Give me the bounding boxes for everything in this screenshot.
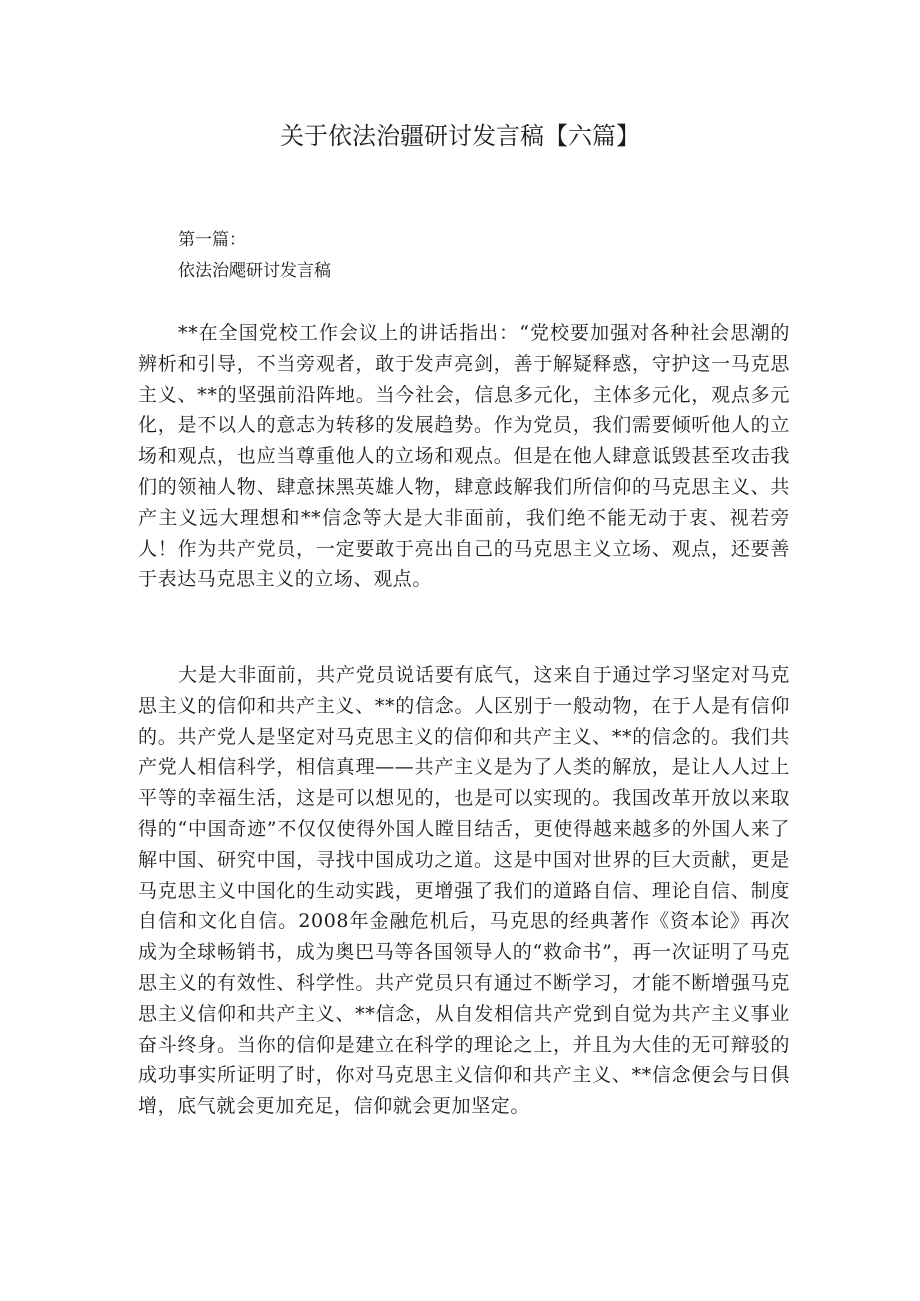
document-title: 关于依法治疆研讨发言稿【六篇】 bbox=[280, 122, 640, 150]
body-paragraph: 大是大非面前，共产党员说话要有底气，这来自于通过学习坚定对马克思主义的信仰和共产主义、**的信念。人区别于一般动物，在于人是有信仰的。共产党人是坚定对马克思主义的信仰和共产主义、**的信念的。我们共产党人相信科学，相信真理——共产主义是为了人类的解放，是让人人过上平等的幸福生活，这是可以想见的，也是可以实现的。我国改革开放以来取得的“中国奇迹”不仅仅使得外国人瞠目结舌，更使得越来越多的外国人来了解中国、研究中国，寻找中国成功之道。这是中国对世界的巨大贡献，更是马克思主义中国化的生动实践，更增强了我们的道路自信、理论自信、制度自信和文化自信。2008年金融危机后，马克思的经典著作《资本论》再次成为全球畅销书，成为奥巴马等各国领导人的“救命书”，再一次证明了马克思主义的有效性、科学性。共产党员只有通过不断学习，才能不断增强马克思主义信仰和共产主义、**信念，从自发相信共产党到自觉为共产主义事业奋斗终身。当你的信仰是建立在科学的理论之上，并且为大佳的无可辩驳的成功事实所证明了时，你对马克思主义信仰和共产主义、**信念便会与日俱增，底气就会更加充足，信仰就会更加坚定。 bbox=[138, 664, 790, 1118]
body-paragraph: **在全国党校工作会议上的讲话指出：“党校要加强对各种社会思潮的辨析和引导，不当旁观者，敢于发声亮剑，善于解疑释惑，守护这一马克思主义、**的坚强前沿阵地。当今社会，信息多元化，主体多元化，观点多元化，是不以人的意志为转移的发展趋势。作为党员，我们需要倾听他人的立场和观点，也应当尊重他人的立场和观点。但是在他人肆意诋毁甚至攻击我们的领袖人物、肆意抹黑英雄人物，肆意歧解我们所信仰的马克思主义、共产主义远大理想和**信念等大是大非面前，我们绝不能无动于衷、视若旁人！作为共产党员，一定要敢于亮出自己的马克思主义立场、观点，还要善于表达马克思主义的立场、观点。 bbox=[138, 322, 790, 591]
section-subtitle: 依法治飔研讨发言稿 bbox=[178, 261, 331, 281]
section-label: 第一篇： bbox=[178, 230, 246, 250]
